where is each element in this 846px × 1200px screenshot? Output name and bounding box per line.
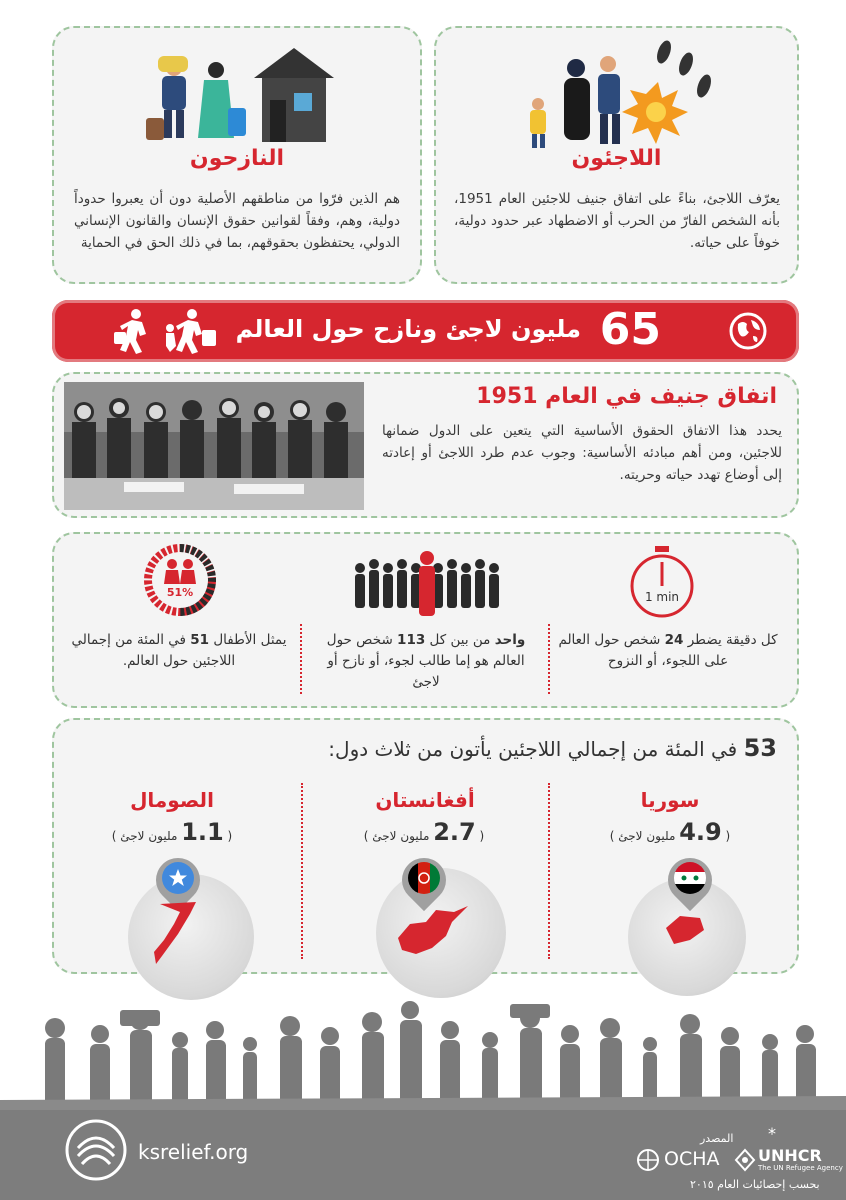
stopwatch-label: 1 min [644, 590, 680, 604]
source-asterisk: * [768, 1124, 776, 1143]
world-total-text: مليون لاجئ ونازح حول العالم [235, 315, 581, 343]
flag-afghanistan-icon [406, 860, 442, 896]
countries-divider-2 [301, 783, 303, 959]
country-value-syria: ( 4.9 مليون لاجئ ) [609, 818, 731, 846]
minute-stat-text: كل دقيقة يضطر 24 شخص حول العالم على اللجوء، أو النزوح [558, 632, 778, 669]
refugees-fleeing-illustration [516, 34, 726, 154]
countries-divider-1 [548, 783, 550, 959]
countries-heading: 53 في المئة من إجمالي اللاجئين يأتون من ثلاث دول: [328, 734, 777, 762]
world-total-banner [52, 300, 799, 362]
syria-shape [660, 910, 710, 950]
globe-icon [729, 312, 767, 350]
children-percent-ring [140, 540, 220, 620]
stats-year-note: بحسب إحصائيات العام ٢٠١٥ [690, 1178, 820, 1191]
crowd-icon [352, 550, 502, 620]
children-stat-text: يمثل الأطفال 51 في المئة من إجمالي اللاجئين حول العالم. [71, 632, 287, 669]
world-total-number: 65 [599, 304, 661, 355]
ksrelief-website-link[interactable]: ksrelief.org [138, 1140, 249, 1164]
footer [0, 1000, 846, 1200]
ocha-logo-text: OCHA [664, 1148, 720, 1170]
geneva-text: يحدد هذا الاتفاق الحقوق الأساسية التي يتعين على الدول ضمانها للاجئين، ومن أهم مبادئه الأساسية: وجوب عدم طرد اللاجئ أو إعادته إلى أوضاع تهدد حياته وحريته. [382, 423, 782, 483]
people-stat-text: واحد من بين كل 113 شخص حول العالم هو إما طالب لجوء، أو نازح أو لاجئ [326, 632, 526, 690]
somalia-shape [150, 900, 200, 970]
stopwatch-icon [627, 544, 697, 620]
displaced-card [52, 26, 422, 284]
ksrelief-logo-icon [64, 1118, 128, 1182]
children-percent-label: 51% [166, 586, 194, 599]
geneva-title: اتفاق جنيف في العام 1951 [476, 384, 777, 409]
country-value-somalia: ( 1.1 مليون لاجئ ) [111, 818, 233, 846]
stats-divider-1 [548, 624, 550, 694]
country-name-afghanistan: أفغانستان [375, 788, 475, 812]
stats-card [52, 532, 799, 708]
flag-syria-icon [672, 860, 708, 896]
displaced-text: هم الذين فرّوا من مناطقهم الأصلية دون أن يعبروا حدوداً دولية، وهم، وفقاً لقوانين حقوق الإنسان والقانون الإنساني الدولي، يحتفظون بحقوقهم، بما في ذلك الحق في الحماية [74, 191, 400, 251]
geneva-signing-photo [64, 382, 364, 510]
flag-somalia-icon [160, 860, 196, 896]
un-emblem-icon [636, 1148, 660, 1172]
displaced-title: النازحون [189, 146, 285, 171]
geneva-card [52, 372, 799, 518]
source-label: المصدر [700, 1132, 734, 1145]
refugees-running-icon [112, 306, 232, 356]
afghanistan-shape [392, 902, 472, 962]
refugees-text: يعرّف اللاجئ، بناءً على اتفاق جنيف للاجئين العام 1951، بأنه الشخص الفارّ من الحرب أو الاضطهاد عبر حدود دولية، خوفاً على حياته. [454, 191, 780, 251]
refugees-card [434, 26, 799, 284]
stats-divider-2 [300, 624, 302, 694]
country-name-somalia: الصومال [130, 788, 214, 812]
unhcr-emblem-icon [734, 1148, 756, 1172]
unhcr-subtitle: The UN Refugee Agency [758, 1164, 843, 1172]
country-value-afghanistan: ( 2.7 مليون لاجئ ) [363, 818, 485, 846]
unhcr-logo-text: UNHCR [758, 1146, 822, 1165]
country-name-syria: سوريا [640, 788, 700, 812]
refugees-title: اللاجئون [571, 146, 662, 171]
displaced-people-illustration [144, 38, 334, 148]
